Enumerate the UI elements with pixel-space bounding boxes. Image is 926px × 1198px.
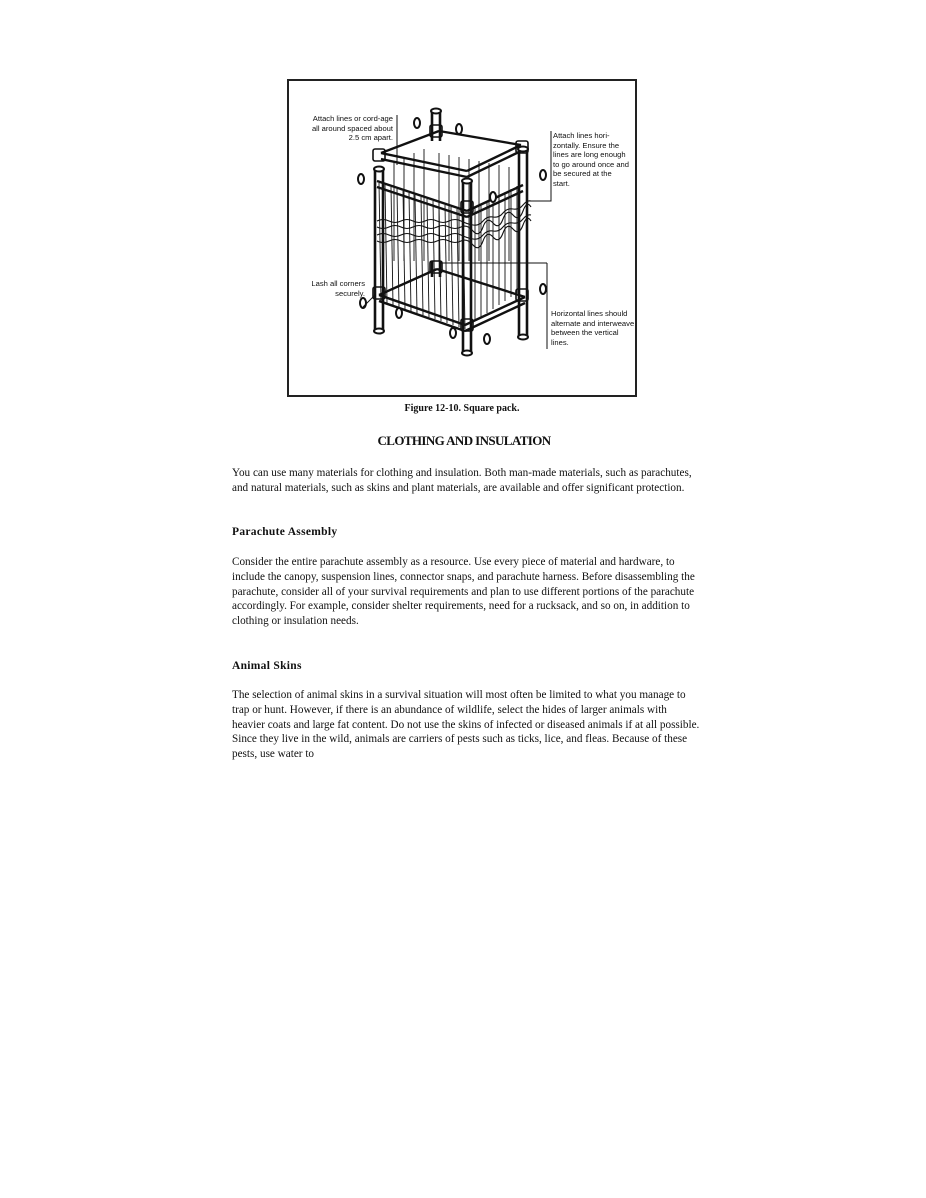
animal-skins-paragraph: The selection of animal skins in a survival situation will most often be limited to what you manage to trap or hunt. However, if there is an abundance of wildlife, select the hides of larger animals with heavier coats and large fat content. Do not use the skins of infected or diseased animals if at all possible. Since they live in the wild, animals are carriers of pests such as ticks, lice, and fleas. Because of these pests, use water to (232, 689, 700, 761)
figure-caption: Figure 12-10. Square pack. (404, 403, 520, 414)
parachute-paragraph: Consider the entire parachute assembly as a resource. Use every piece of material and hardware, to include the canopy, suspension lines, connector snaps, and parachute harness. Before disassembling the parachute, consider all of your survival requirements and plan to use different portions of the parachute accordingly. For example, consider shelter requirements, need for a rucksack, and so on, in addition to clothing or insulation needs. (232, 556, 695, 628)
section-title: CLOTHING AND INSULATION (377, 433, 551, 448)
callout-alternate-lines: Horizontal lines should alternate and interweave between the vertical lines. (551, 309, 635, 347)
parachute-heading: Parachute Assembly (232, 526, 338, 538)
callout-lash-corners: Lash all corners securely. (311, 279, 365, 298)
animal-skins-heading: Animal Skins (232, 660, 302, 672)
callout-attach-vertical: Attach lines or cord-age all around spaced about 2.5 cm apart. (311, 114, 393, 143)
figure-square-pack (287, 79, 637, 397)
callout-attach-horizontal: Attach lines hori-zontally. Ensure the lines are long enough to go around once and be secured at the start. (553, 131, 630, 188)
intro-paragraph: You can use many materials for clothing and insulation. Both man-made materials, such as parachutes, and natural materials, such as skins and plant materials, are available and offer significant protection. (232, 467, 692, 494)
